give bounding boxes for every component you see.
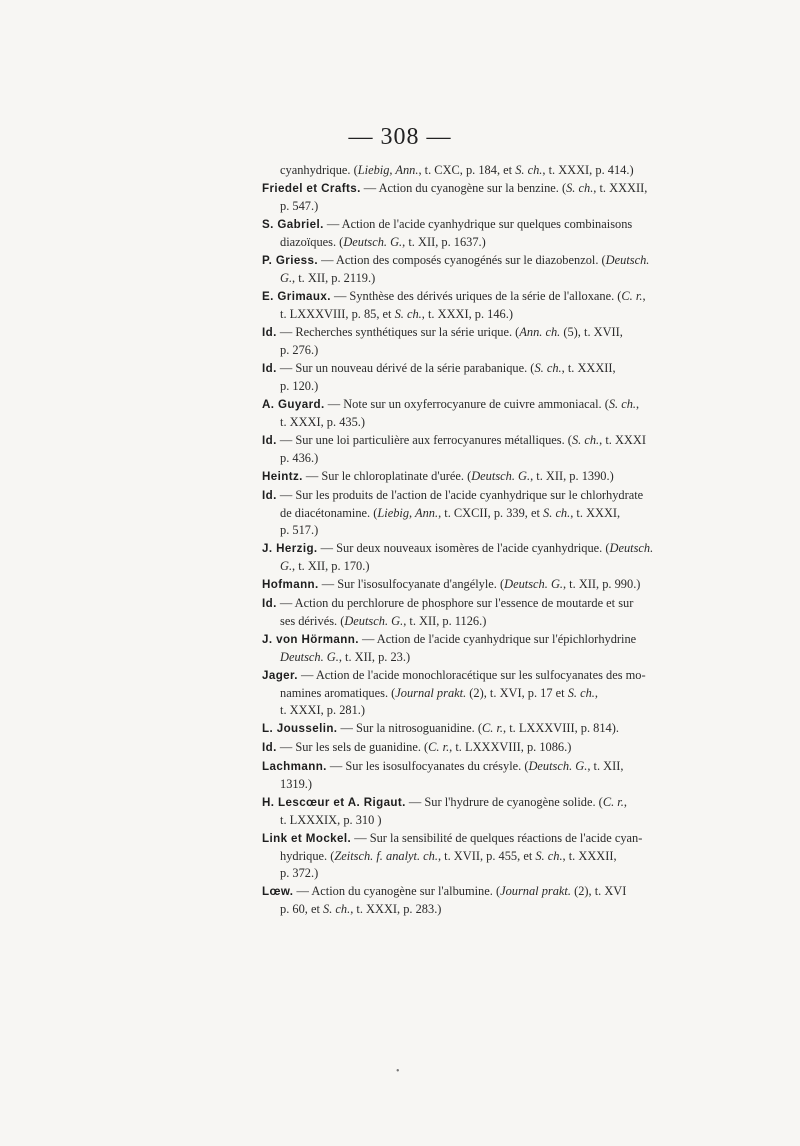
bibliography-entry: A. Guyard. — Note sur un oxyferrocyanure de cuivre ammoniacal. (S. ch., t. XXXI, p. 435.): [262, 397, 640, 429]
entry-author: Id.: [262, 597, 277, 611]
ink-mark: •: [396, 1066, 400, 1077]
entry-author: Friedel et Crafts.: [262, 182, 361, 196]
page-number: — 308 —: [348, 124, 452, 150]
entry-author: Id.: [262, 489, 277, 503]
entry-author: J. von Hörmann.: [262, 633, 359, 647]
entry-author: Hofmann.: [262, 578, 319, 592]
bibliography-entry: E. Grimaux. — Synthèse des dérivés uriques de la série de l'alloxane. (C. r., t. LXXXVIII, p. 85, et S. ch., t. XXXI, p. 146.): [262, 289, 646, 321]
bibliography-entry: P. Griess. — Action des composés cyanogénés sur le diazobenzol. (Deutsch. G., t. XII, p. 2119.): [262, 253, 650, 285]
bibliography-entry: L. Jousselin. — Sur la nitrosoguanidine. (C. r., t. LXXXVIII, p. 814).: [262, 721, 619, 736]
bibliography-entry: Id. — Sur une loi particulière aux ferrocyanures métalliques. (S. ch., t. XXXI p. 436.): [262, 433, 646, 465]
entry-author: Id.: [262, 326, 277, 340]
bibliography-entry: S. Gabriel. — Action de l'acide cyanhydrique sur quelques combinaisons diazoïques. (Deutsch. G., t. XII, p. 1637.): [262, 217, 633, 249]
bibliography-entry: Hofmann. — Sur l'isosulfocyanate d'angélyle. (Deutsch. G., t. XII, p. 990.): [262, 577, 641, 592]
entry-author: Jager.: [262, 669, 298, 683]
entries: [262, 180, 714, 918]
bibliography-entry: J. von Hörmann. — Action de l'acide cyanhydrique sur l'épichlorhydrine Deutsch. G., t. XII, p. 23.): [262, 632, 637, 665]
entry-author: H. Lescœur et A. Rigaut.: [262, 796, 406, 810]
entry-author: E. Grimaux.: [262, 290, 331, 304]
entry-author: Heintz.: [262, 470, 303, 484]
bibliography-entry: Friedel et Crafts. — Action du cyanogène sur la benzine. (S. ch., t. XXXII, p. 547.): [262, 181, 648, 213]
bibliography-entry: J. Herzig. — Sur deux nouveaux isomères de l'acide cyanhydrique. (Deutsch. G., t. XII, p. 170.): [262, 541, 654, 573]
entry-author: L. Jousselin.: [262, 722, 338, 736]
entry-author: Lœw.: [262, 885, 294, 899]
bibliography-entry: Lachmann. — Sur les isosulfocyanates du crésyle. (Deutsch. G., t. XII, 1319.): [262, 759, 624, 792]
entry-author: S. Gabriel.: [262, 218, 324, 232]
entry-author: P. Griess.: [262, 254, 318, 268]
entry-author: J. Herzig.: [262, 542, 318, 556]
bibliography-entry: Id. — Sur un nouveau dérivé de la série parabanique. (S. ch., t. XXXII, p. 120.): [262, 361, 616, 393]
entry-author: Id.: [262, 434, 277, 448]
bibliography-entry: Id. — Recherches synthétiques sur la série urique. (Ann. ch. (5), t. XVII, p. 276.): [262, 325, 623, 357]
continued-entry: cyanhydrique. (Liebig, Ann., t. CXC, p. 184, et S. ch., t. XXXI, p. 414.): [280, 163, 634, 177]
bibliography-entry: Id. — Action du perchlorure de phosphore sur l'essence de moutarde et sur ses dérivés. (Deutsch. G., t. XII, p. 1126.): [262, 596, 634, 629]
bibliography-entry: Jager. — Action de l'acide monochloracétique sur les sulfocyanates des mo- namines aromatiques. (Journal prakt. (2), t. XVI, p. 17 et S. ch., t. XXXI, p. 281.): [262, 668, 646, 717]
entry-author: Id.: [262, 362, 277, 376]
entry-author: A. Guyard.: [262, 398, 325, 412]
bibliography-entry: H. Lescœur et A. Rigaut. — Sur l'hydrure de cyanogène solide. (C. r., t. LXXXIX, p. 310 ): [262, 795, 627, 828]
bibliography-entry: Id. — Sur les produits de l'action de l'acide cyanhydrique sur le chlorhydrate de diacétonamine. (Liebig, Ann., t. CXCII, p. 339, et S. ch., t. XXXI, p. 517.): [262, 488, 644, 537]
bibliography-list: [262, 162, 714, 919]
bibliography-entry: Id. — Sur les sels de guanidine. (C. r., t. LXXXVIII, p. 1086.): [262, 740, 572, 755]
bibliography-entry: Heintz. — Sur le chloroplatinate d'urée. (Deutsch. G., t. XII, p. 1390.): [262, 469, 614, 484]
bibliography-entry: Lœw. — Action du cyanogène sur l'albumine. (Journal prakt. (2), t. XVI p. 60, et S. ch., t. XXXI, p. 283.): [262, 884, 627, 917]
entry-author: Link et Mockel.: [262, 832, 352, 846]
entry-author: Id.: [262, 741, 277, 755]
entry-author: Lachmann.: [262, 760, 327, 774]
bibliography-entry: Link et Mockel. — Sur la sensibilité de quelques réactions de l'acide cyan- hydrique. (Zeitsch. f. analyt. ch., t. XVII, p. 455, et S. ch., t. XXXII, p. 372.): [262, 831, 643, 881]
